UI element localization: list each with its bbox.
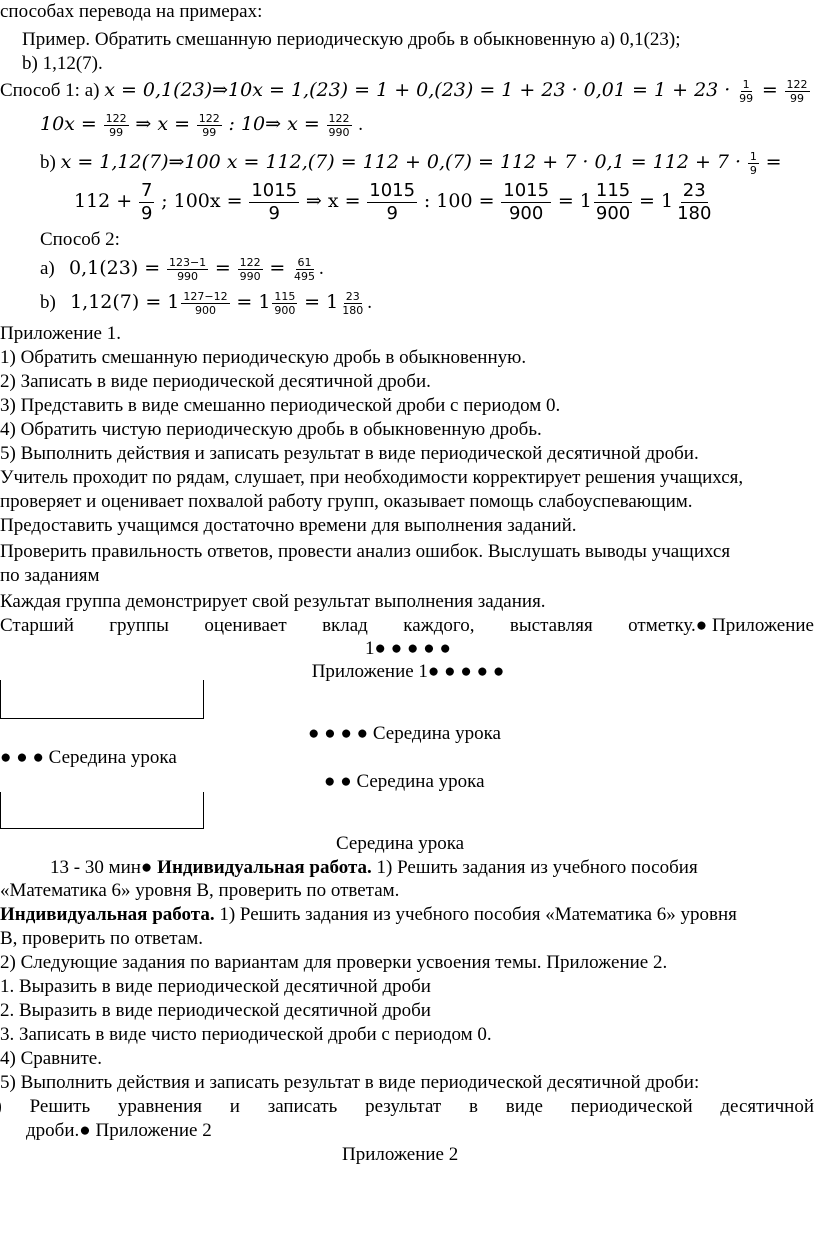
text-line: 2) Следующие задания по вариантам для проверки усвоения темы. Приложение 2. <box>0 952 668 973</box>
method1-a-line2 <box>40 112 363 139</box>
word: отметку.● Приложение <box>628 615 814 636</box>
word: Старший <box>0 615 74 636</box>
task-item: 4) Обратить чистую периодическую дробь в обыкновенную дробь. <box>0 419 542 440</box>
text-line: проверяет и оценивает похвалой работу групп, оказывает помощь слабоуспевающим. <box>0 491 693 512</box>
word: результат <box>365 1096 442 1117</box>
math-expr: 0,1(23) = <box>69 256 161 279</box>
lesson-mid-label: ● ● Середина урока <box>324 771 485 792</box>
appendix-heading: Приложение 1. <box>0 323 121 344</box>
math-expr: = 1 <box>236 290 271 313</box>
individual-work-line2 <box>0 903 737 927</box>
math-expr: = <box>214 256 231 279</box>
word: выставляя <box>509 615 593 636</box>
word: уравнения <box>117 1096 202 1117</box>
method2-label: Способ 2: <box>40 229 120 250</box>
method2-a-line <box>40 256 324 283</box>
text-line: «Математика 6» уровня В, проверить по ответам. <box>0 880 400 901</box>
text-line: способах перевода на примерах: <box>0 1 263 22</box>
fraction: $\frac{115}{900}$ <box>595 180 631 224</box>
method1-b-line2 <box>74 180 715 225</box>
method1-a-line <box>0 78 812 105</box>
word: записать <box>267 1096 338 1117</box>
lesson-mid-label: ● ● ● ● Середина урока <box>308 723 501 744</box>
frame-box <box>0 680 204 719</box>
method1-label: Способ 1: а) <box>0 79 100 101</box>
text-line: Пример. Обратить смешанную периодическую дробь в обыкновенную а) 0,1(23); <box>22 29 681 50</box>
text-line: Предоставить учащимся достаточно времени для выполнения заданий. <box>0 515 577 536</box>
math-expr: = <box>765 150 782 173</box>
individual-work-line <box>50 856 698 880</box>
text: 1) Решить задания из учебного пособия «Математика 6» уровня <box>214 904 737 925</box>
text-line: Каждая группа демонстрирует свой результат выполнения задания. <box>0 591 546 612</box>
math-expr: = 1 <box>639 189 674 212</box>
fraction: $\frac{122}{99}$ <box>198 112 220 139</box>
word: оценивает <box>204 615 287 636</box>
text-line: дроби.● Приложение 2 <box>26 1120 212 1141</box>
appendix-label: Приложение 1● ● ● ● ● <box>311 661 505 682</box>
task-item: 3) Представить в виде смешанно периодической дроби с периодом 0. <box>0 395 561 416</box>
fraction: $\frac{115}{900}$ <box>274 290 296 317</box>
math-expr: : 100 = <box>423 189 495 212</box>
math-expr: = 1 <box>304 290 339 313</box>
justified-line <box>0 1095 814 1119</box>
justified-line <box>0 614 814 638</box>
bold-heading: Индивидуальная работа. <box>157 857 372 878</box>
word: Решить <box>29 1096 91 1117</box>
math-expr: 10x = <box>40 112 97 135</box>
word: в <box>468 1096 478 1117</box>
fraction: $\frac{122}{99}$ <box>105 112 127 139</box>
fraction: $\frac{123-1}{990}$ <box>168 256 207 283</box>
task-item: 1) Обратить смешанную периодическую дробь в обыкновенную. <box>0 347 527 368</box>
text-line: по заданиям <box>0 565 100 586</box>
method1-b-line <box>40 150 782 177</box>
text-line: Учитель проходит по рядам, слушает, при необходимости корректирует решения учащихся, <box>0 467 744 488</box>
word: каждого, <box>403 615 475 636</box>
frame-box <box>0 792 204 829</box>
math-expr: = <box>269 256 286 279</box>
math-expr: x = 0,1(23)⇒10x = 1,(23) = 1 + 0,(23) = 1 + 23 · 0,01 = 1 + 23 · <box>104 78 731 101</box>
math-expr: . <box>358 113 364 135</box>
word: десятичной <box>720 1096 814 1117</box>
lesson-mid-label: ● ● ● Середина урока <box>0 747 177 768</box>
math-expr: : 10⇒ x = <box>228 112 320 135</box>
word: группы <box>109 615 169 636</box>
task-item: 2. Выразить в виде периодической десятичной дроби <box>0 1000 431 1021</box>
label: b) <box>40 291 56 313</box>
word: вклад <box>322 615 368 636</box>
text-line: Проверить правильность ответов, провести анализ ошибок. Выслушать выводы учащихся <box>0 541 731 562</box>
text-line: 1● ● ● ● ● <box>365 638 451 659</box>
time-range: 13 - 30 мин● <box>50 857 158 878</box>
fraction: $\frac{122}{990}$ <box>328 112 350 139</box>
word: и <box>229 1096 240 1117</box>
fraction: $\frac{1015}{9}$ <box>251 180 298 224</box>
math-expr: . <box>319 257 324 279</box>
math-expr: ⇒ x = <box>135 112 190 135</box>
bold-heading: Индивидуальная работа. <box>0 904 215 925</box>
math-expr: x = 1,12(7)⇒100 x = 112,(7) = 112 + 0,(7) = 112 + 7 · 0,1 = 112 + 7 · <box>60 150 742 173</box>
fraction: $\frac{23}{180}$ <box>677 180 712 224</box>
math-expr: = <box>761 78 778 101</box>
fraction: $\frac{23}{180}$ <box>342 290 364 317</box>
word <box>0 1095 2 1119</box>
word: периодической <box>570 1096 693 1117</box>
method2-b-line <box>40 290 372 317</box>
task-item: 2) Записать в виде периодической десятичной дроби. <box>0 371 431 392</box>
fraction: $\frac{122}{99}$ <box>786 78 808 105</box>
lesson-mid-label: Середина урока <box>336 833 465 854</box>
appendix-label: Приложение 2 <box>342 1144 459 1165</box>
task-item: 3. Записать в виде чисто периодической дроби с периодом 0. <box>0 1024 492 1045</box>
math-expr: 1,12(7) = 1 <box>70 290 180 313</box>
text-line: В, проверить по ответам. <box>0 928 204 949</box>
fraction: $\frac{127-12}{900}$ <box>183 290 228 317</box>
task-item: 1. Выразить в виде периодической десятичной дроби <box>0 976 431 997</box>
math-expr: ⇒ x = <box>305 189 361 212</box>
task-item: 4) Сравните. <box>0 1048 102 1069</box>
text-line: b) 1,12(7). <box>22 53 103 74</box>
fraction: $\frac{1}{9}$ <box>749 150 757 177</box>
math-expr: 112 + <box>74 189 133 212</box>
fraction: $\frac{1015}{900}$ <box>503 180 550 224</box>
text: 1) Решить задания из учебного пособия <box>371 857 698 878</box>
label: a) <box>40 257 55 279</box>
label: b) <box>40 151 56 173</box>
math-expr: ; 100x = <box>161 189 243 212</box>
word: виде <box>505 1096 543 1117</box>
math-expr: . <box>367 291 372 313</box>
task-item: 5) Выполнить действия и записать результат в виде периодической десятичной дроби. <box>0 443 699 464</box>
fraction: $\frac{1015}{9}$ <box>369 180 416 224</box>
math-expr: = 1 <box>557 189 592 212</box>
task-item: 5) Выполнить действия и записать результат в виде периодической десятичной дроби: <box>0 1072 700 1093</box>
fraction: $\frac{61}{495}$ <box>294 256 316 283</box>
fraction: $\frac{1}{99}$ <box>739 78 754 105</box>
fraction: $\frac{122}{990}$ <box>239 256 261 283</box>
fraction: $\frac{7}{9}$ <box>140 180 153 224</box>
